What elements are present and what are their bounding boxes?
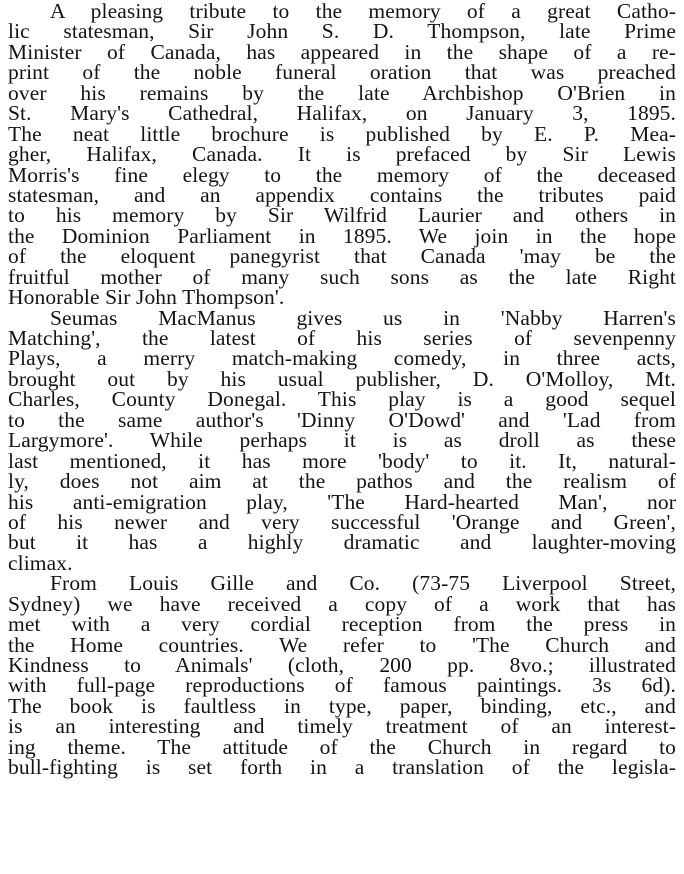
text-line: The book is faultless in type, paper, binding, etc., and [8,693,676,718]
text-line: climax. [8,550,73,575]
text-line: Seumas MacManus gives us in 'Nabby Harren's [50,305,676,330]
text-line: lic statesman, Sir John S. D. Thompson, late Prime [8,19,676,44]
text-line: The neat little brochure is published by E. P. Mea- [8,121,676,146]
text-line: Sydney) we have received a copy of a work that has [8,591,676,616]
paragraph-thompson-tribute [8,1,676,308]
text-line: fruitful mother of many such sons as the late Right [8,264,676,289]
text-line: Matching', the latest of his series of sevenpenny [8,326,676,350]
text-line: is an interesting and timely treatment of an interest- [8,714,676,739]
text-line: the Home countries. We refer to 'The Church and [8,632,676,657]
text-line: ing theme. The attitude of the Church in regard to [8,734,676,759]
text-line: last mentioned, it has more 'body' to it. It, natural- [8,448,676,473]
text-line: Largymore'. While perhaps it is as droll as these [8,428,676,453]
text-line: of his newer and very successful 'Orange and Green', [8,509,676,534]
text-line: with full-page reproductions of famous paintings. 3s 6d). [8,673,676,698]
text-line: the Dominion Parliament in 1895. We join in the hope [8,223,676,248]
text-line: over his remains by the late Archbishop O'Brien in [8,80,676,105]
text-line: print of the noble funeral oration that was preached [8,60,676,85]
text-line: ly, does not aim at the pathos and the realism of [8,469,676,494]
text-line: to his memory by Sir Wilfrid Laurier and others in [8,203,676,228]
text-line: met with a very cordial reception from the press in [8,612,676,637]
text-line: his anti-emigration play, 'The Hard-hearted Man', nor [8,489,676,514]
paragraph-church-kindness-animals [8,571,676,780]
text-line: statesman, and an appendix contains the tributes paid [8,182,676,207]
text-line: From Louis Gille and Co. (73-75 Liverpool Street, [50,571,676,596]
text-line: Honorable Sir John Thompson'. [8,285,285,310]
text-line: bull-fighting is set forth in a translation of the legisla- [8,755,676,780]
text-line: Charles, County Donegal. This play is a good sequel [8,387,676,412]
text-line: A pleasing tribute to the memory of a great Catho- [50,0,676,23]
text-line: St. Mary's Cathedral, Halifax, on January 3, 1895. [8,101,676,126]
text-line: gher, Halifax, Canada. It is prefaced by Sir Lewis [8,142,676,167]
text-line: of the eloquent panegyrist that Canada 'may be the [8,244,676,269]
text-line: Minister of Canada, has appeared in the shape of a re- [8,39,676,64]
article-column [8,0,676,778]
text-line: Kindness to Animals' (cloth, 200 pp. 8vo.; illustrated [8,653,676,677]
text-line: Plays, a merry match-making comedy, in three acts, [8,346,676,371]
text-line: brought out by his usual publisher, D. O'Molloy, Mt. [8,366,676,391]
paragraph-macmanus-plays [8,305,676,575]
text-line: but it has a highly dramatic and laughter-moving [8,530,676,555]
text-line: to the same author's 'Dinny O'Dowd' and 'Lad from [8,407,676,432]
text-line: Morris's fine elegy to the memory of the deceased [8,162,676,187]
